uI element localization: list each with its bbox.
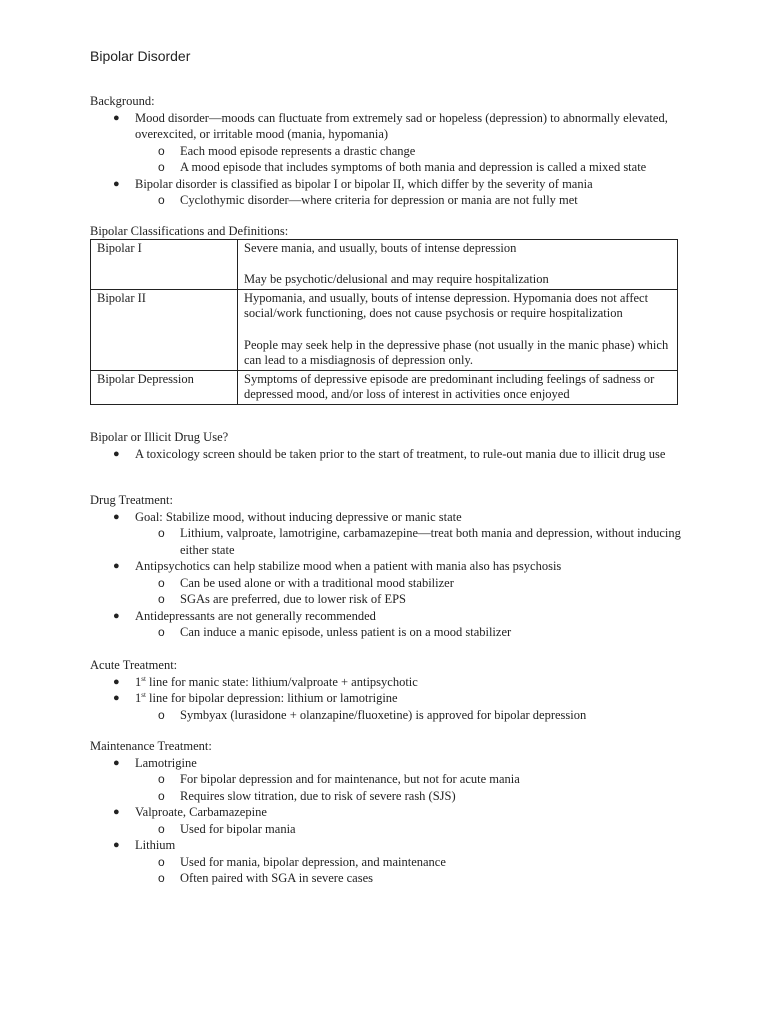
hollow-bullet-icon: o [158, 707, 165, 722]
sub-list-item [90, 591, 690, 608]
drug-use-heading: Bipolar or Illicit Drug Use? [90, 430, 229, 444]
sub-list-item-text: Used for mania, bipolar depression, and maintenance [180, 854, 446, 869]
list-item [90, 446, 690, 463]
sub-list-item-text: Can be used alone or with a traditional mood stabilizer [180, 575, 454, 590]
drug-use-section [90, 429, 690, 462]
sub-list-item [90, 159, 690, 176]
sub-list-item-text: Symbyax (lurasidone + olanzapine/fluoxetine) is approved for bipolar depression [180, 707, 587, 722]
acute-treatment-list [90, 674, 690, 724]
sub-list-item [90, 575, 690, 592]
sub-list-item [90, 143, 690, 160]
sub-list-item-text: Each mood episode represents a drastic change [180, 143, 416, 158]
sub-list-item [90, 525, 690, 558]
list-item [90, 176, 690, 193]
drug-treatment-heading: Drug Treatment: [90, 493, 173, 507]
background-list [90, 110, 690, 209]
sub-list-item-text: Lithium, valproate, lamotrigine, carbamazepine—treat both mania and depression, without inducing either state [180, 526, 681, 557]
list-item-text: Antipsychotics can help stabilize mood when a patient with mania also has psychosis [135, 559, 562, 573]
sub-list-item [90, 788, 690, 805]
bullet-icon: ● [113, 806, 120, 818]
hollow-bullet-icon: o [158, 143, 165, 158]
hollow-bullet-icon: o [158, 821, 165, 836]
sub-list-item-text: Often paired with SGA in severe cases [180, 871, 373, 885]
list-item-text: Goal: Stabilize mood, without inducing depressive or manic state [135, 509, 462, 524]
sub-list-item-text: A mood episode that includes symptoms of both mania and depression is called a mixed state [180, 160, 647, 174]
sub-list-item [90, 707, 690, 724]
list-item-text: Mood disorder—moods can fluctuate from extremely sad or hopeless (depression) to abnormally elevated, overexcited, or irritable mood (mania, hypomania) [135, 110, 668, 141]
table-cell-definition [238, 370, 678, 404]
list-item-text: Lamotrigine [135, 755, 197, 770]
bullet-icon: ● [113, 560, 120, 572]
background-section [90, 93, 690, 209]
list-item [90, 674, 690, 691]
acute-treatment-heading: Acute Treatment: [90, 658, 178, 672]
sub-list-item-text: For bipolar depression and for maintenance, but not for acute mania [180, 772, 520, 786]
sub-list-item [90, 870, 690, 887]
definition-paragraph: People may seek help in the depressive phase (not usually in the manic phase) which can lead to a misdiagnosis of depression only. [244, 337, 669, 368]
hollow-bullet-icon: o [158, 160, 165, 174]
hollow-bullet-icon: o [158, 871, 165, 885]
page-title: Bipolar Disorder [90, 48, 191, 64]
sub-list-item-text: Cyclothymic disorder—where criteria for depression or mania are not fully met [180, 193, 578, 207]
classifications-table [90, 239, 678, 405]
table-row [91, 240, 678, 290]
sub-list-item [90, 854, 690, 871]
table-row [91, 370, 678, 404]
definition-paragraph: May be psychotic/delusional and may require hospitalization [244, 272, 549, 287]
list-item-text: Antidepressants are not generally recommended [135, 608, 376, 623]
sub-list-item [90, 192, 690, 209]
sub-list-item-text: Can induce a manic episode, unless patient is on a mood stabilizer [180, 625, 512, 639]
bullet-icon: ● [113, 756, 120, 769]
background-heading: Background: [90, 94, 155, 108]
bullet-icon: ● [113, 177, 120, 190]
drug-treatment-section [90, 492, 690, 641]
list-item [90, 804, 690, 821]
list-item [90, 837, 690, 854]
hollow-bullet-icon: o [158, 772, 165, 786]
hollow-bullet-icon: o [158, 193, 165, 207]
table-cell-name: Bipolar II [91, 289, 238, 370]
hollow-bullet-icon: o [158, 526, 165, 540]
sub-list-item [90, 821, 690, 838]
line-number: 1 [135, 691, 142, 705]
maintenance-treatment-section [90, 738, 690, 887]
hollow-bullet-icon: o [158, 625, 165, 639]
list-item [90, 509, 690, 526]
hollow-bullet-icon: o [158, 575, 165, 590]
list-item-text: Bipolar disorder is classified as bipolar I or bipolar II, which differ by the severity of mania [135, 176, 593, 191]
sub-list-item-text: Used for bipolar mania [180, 821, 296, 836]
bullet-icon: ● [113, 510, 120, 523]
line-number: 1 [135, 674, 142, 689]
ordinal-suffix: st [141, 690, 146, 699]
bullet-icon: ● [113, 675, 120, 688]
list-item-text: A toxicology screen should be taken prior to the start of treatment, to rule-out mania due to illicit drug use [135, 446, 666, 461]
hollow-bullet-icon: o [158, 854, 165, 869]
sub-list-item-text: SGAs are preferred, due to lower risk of EPS [180, 592, 406, 606]
list-item [90, 755, 690, 772]
definition-paragraph: Symptoms of depressive episode are predominant including feelings of sadness or depressed mood, and/or loss of interest in activities once enjoyed [244, 371, 655, 402]
drug-use-list [90, 446, 690, 463]
table-cell-definition [238, 289, 678, 370]
drug-treatment-list [90, 509, 690, 641]
sub-list-item-text: Requires slow titration, due to risk of severe rash (SJS) [180, 788, 456, 803]
bullet-icon: ● [113, 692, 120, 704]
table-cell-definition [238, 240, 678, 290]
maintenance-treatment-list [90, 755, 690, 887]
maintenance-treatment-heading: Maintenance Treatment: [90, 739, 212, 753]
table-row [91, 289, 678, 370]
list-item [90, 110, 690, 143]
list-item-text: line for bipolar depression: lithium or lamotrigine [145, 691, 398, 705]
classifications-heading: Bipolar Classifications and Definitions: [90, 224, 289, 238]
table-cell-name: Bipolar Depression [91, 370, 238, 404]
bullet-icon: ● [113, 839, 120, 851]
bullet-icon: ● [113, 447, 120, 460]
list-item-text: Lithium [135, 838, 176, 852]
list-item-text: line for manic state: lithium/valproate + antipsychotic [145, 674, 418, 689]
list-item [90, 608, 690, 625]
sub-list-item [90, 771, 690, 788]
list-item [90, 558, 690, 575]
acute-treatment-section [90, 657, 690, 723]
definition-paragraph: Hypomania, and usually, bouts of intense depression. Hypomania does not affect social/work functioning, does not cause psychosis or require hospitalization [244, 290, 649, 321]
ordinal-suffix: st [141, 674, 146, 683]
table-cell-name: Bipolar I [91, 240, 238, 290]
bullet-icon: ● [113, 609, 120, 622]
hollow-bullet-icon: o [158, 788, 165, 803]
bullet-icon: ● [113, 111, 120, 124]
sub-list-item [90, 624, 690, 641]
definition-paragraph: Severe mania, and usually, bouts of intense depression [244, 241, 517, 255]
hollow-bullet-icon: o [158, 592, 165, 606]
list-item [90, 690, 690, 707]
list-item-text: Valproate, Carbamazepine [135, 805, 267, 819]
